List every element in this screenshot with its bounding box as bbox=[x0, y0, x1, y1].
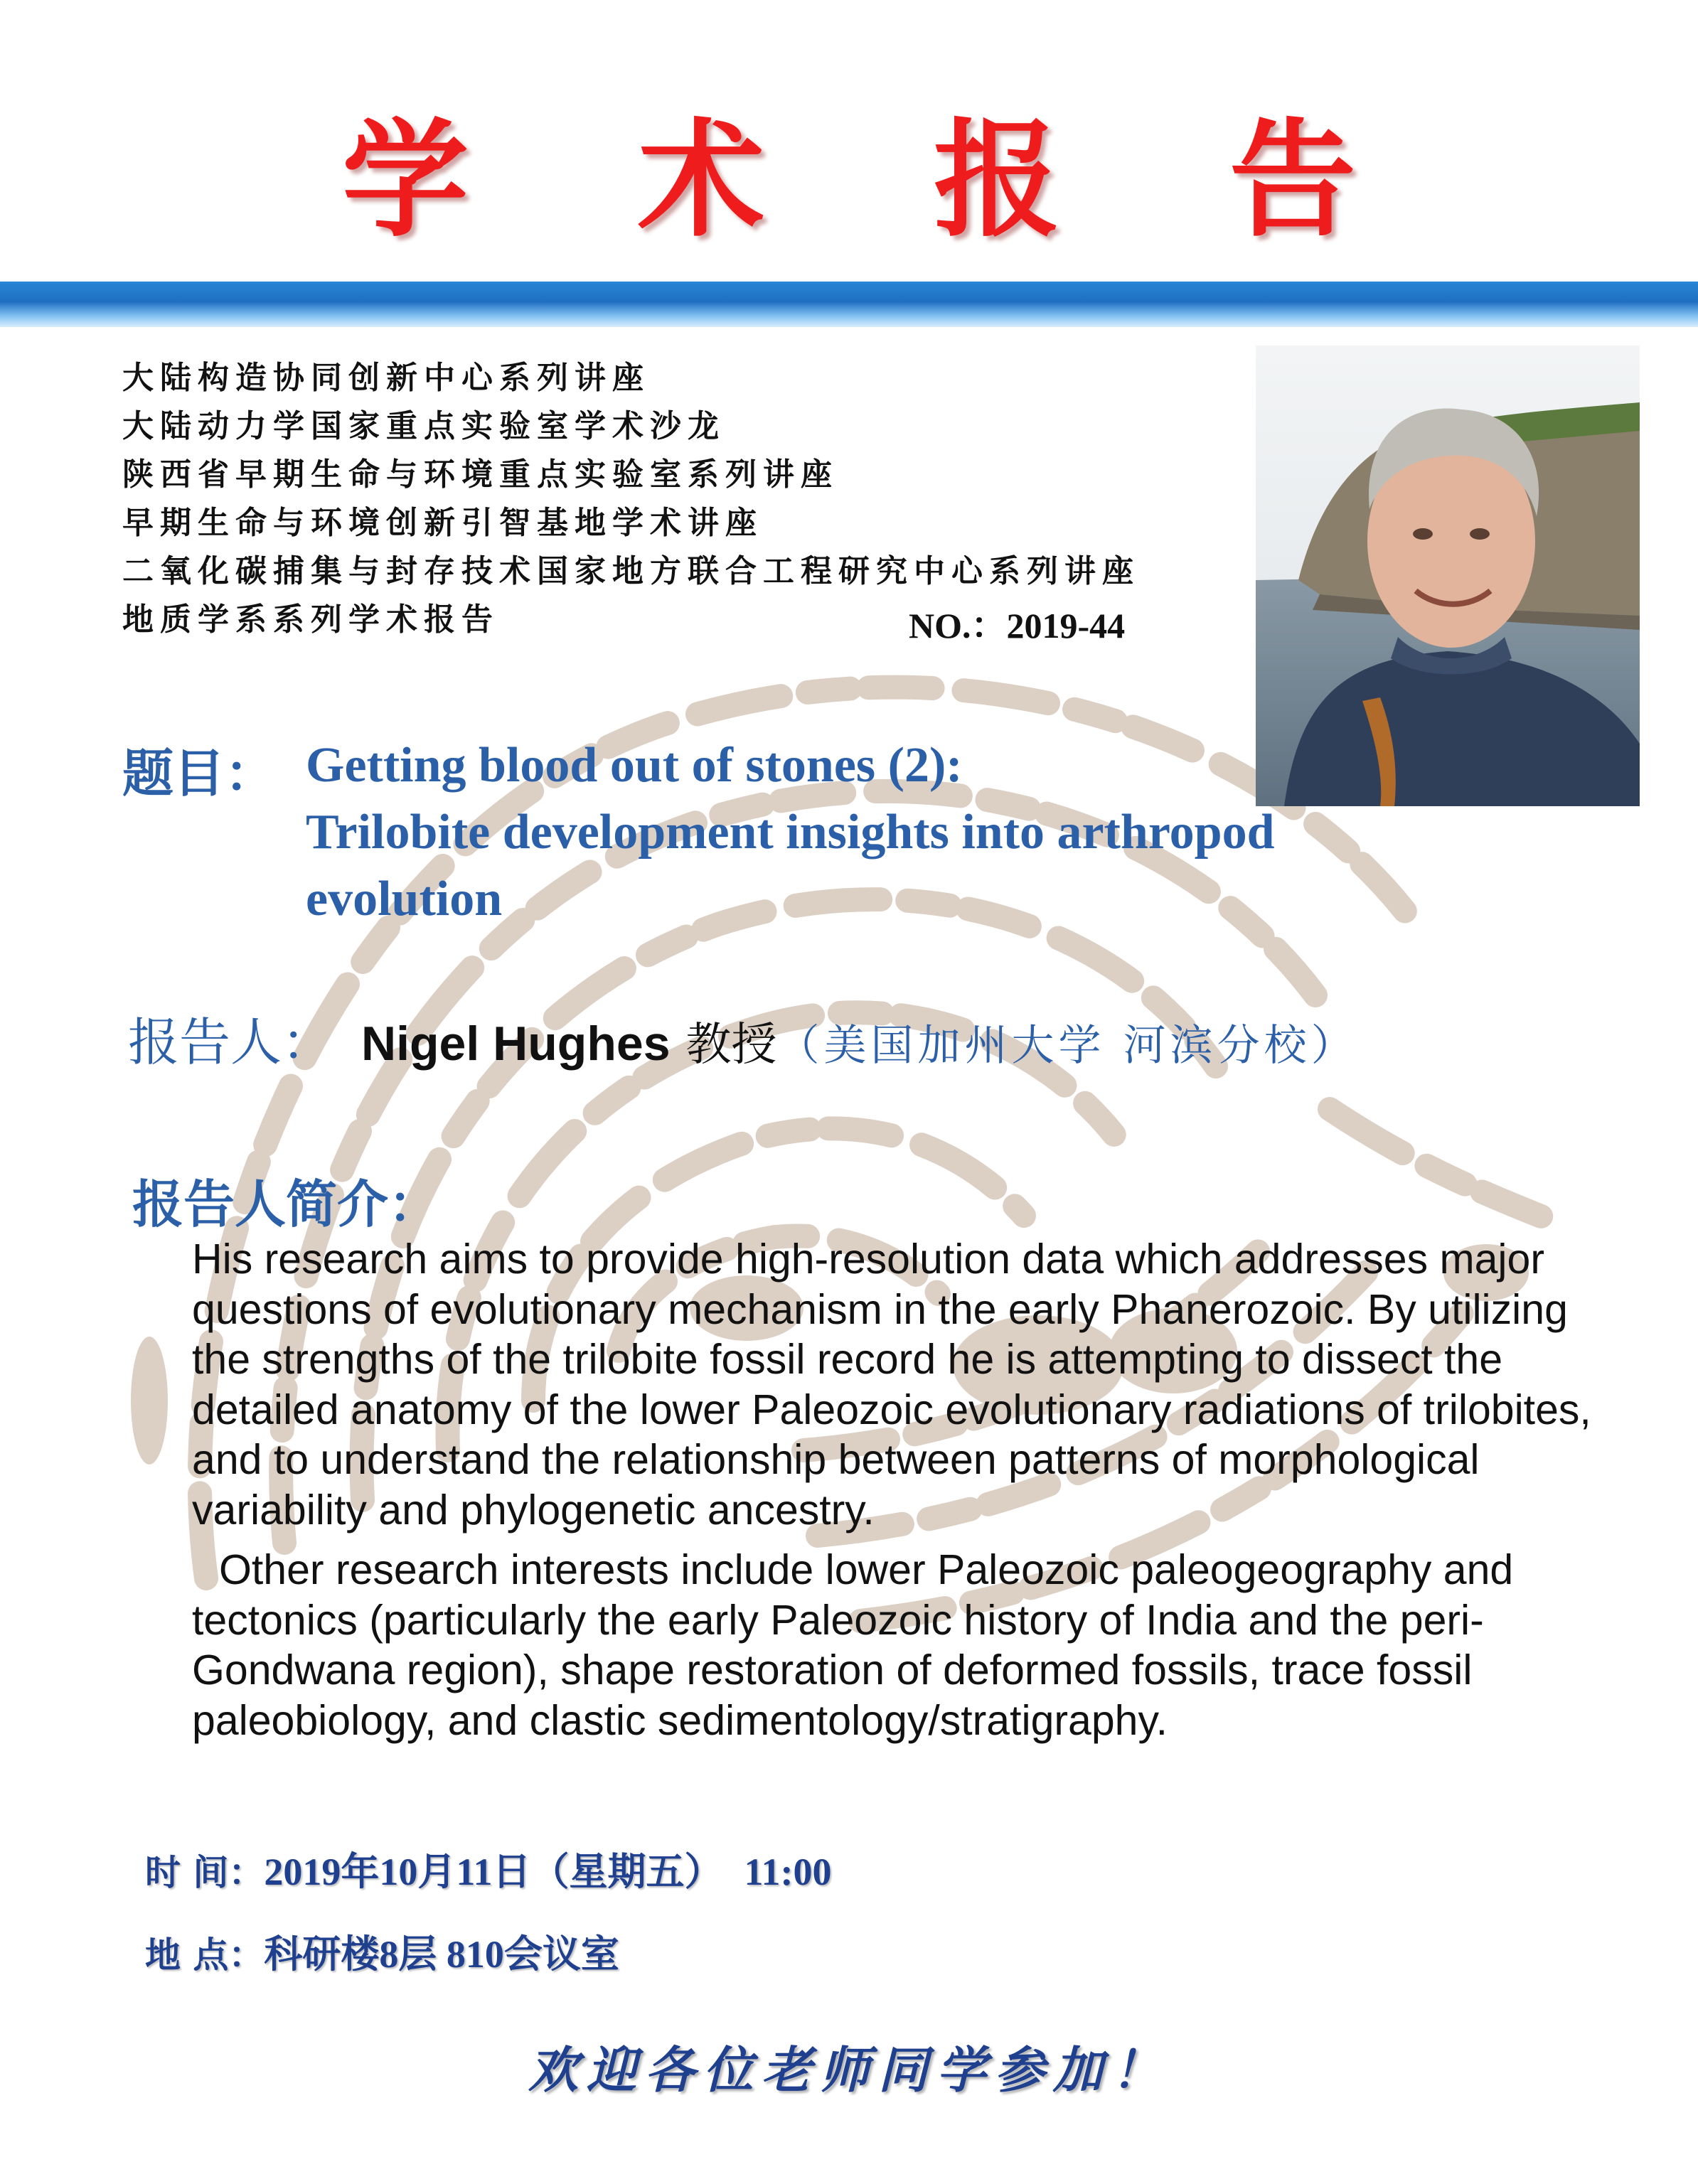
header-band bbox=[0, 282, 1698, 327]
bio-paragraph: Other research interests include lower Paleozoic paleogeography and tectonics (particularly the early Paleozoic history of India and the peri-Gondwana region), shape restoration of deformed fossils, trace fossil paleobiology, and clastic sedimentology/stratigraphy. bbox=[192, 1546, 1514, 1744]
bio-paragraph: His research aims to provide high-resolution data which addresses major questions of evolutionary mechanism in the early Phanerozoic. By utilizing the strengths of the trilobite fossil record he is attempting to dissect the detailed anatomy of the lower Paleozoic evolutionary radiations of trilobites, and to understand the relationship between patterns of morphological variability and phylogenetic ancestry. bbox=[192, 1236, 1591, 1533]
serial-number: NO.：2019-44 bbox=[909, 606, 1126, 646]
speaker-label: 报告人： bbox=[128, 1012, 333, 1072]
series-line: 二氧化碳捕集与封存技术国家地方联合工程研究中心系列讲座 bbox=[122, 553, 1140, 589]
topic-title bbox=[306, 732, 1275, 933]
speaker-photo bbox=[1256, 346, 1640, 806]
speaker-line bbox=[128, 1012, 1358, 1072]
time-clock: 11:00 bbox=[744, 1851, 832, 1893]
series-line: 大陆动力学国家重点实验室学术沙龙 bbox=[122, 408, 725, 444]
bio-label: 报告人简介： bbox=[132, 1174, 440, 1234]
event-time bbox=[145, 1841, 831, 1896]
series-line: 地质学系系列学术报告 bbox=[122, 601, 499, 638]
speaker-rank: 教授 bbox=[685, 1019, 777, 1071]
topic-line: Getting blood out of stones (2): bbox=[306, 738, 963, 793]
place-value: 科研楼8层 810会议室 bbox=[264, 1933, 619, 1976]
speaker-affiliation: （美国加州大学 河滨分校） bbox=[776, 1021, 1358, 1071]
speaker-name: Nigel Hughes bbox=[361, 1017, 671, 1071]
event-place bbox=[145, 1924, 619, 1979]
time-label: 时 间： bbox=[145, 1851, 265, 1893]
topic-label: 题目： bbox=[122, 744, 277, 803]
time-date: 2019年10月11日（星期五） bbox=[264, 1851, 723, 1893]
series-line: 大陆构造协同创新中心系列讲座 bbox=[122, 360, 650, 396]
series-line: 早期生命与环境创新引智基地学术讲座 bbox=[122, 505, 763, 541]
place-label: 地 点： bbox=[145, 1934, 265, 1976]
topic-line: Trilobite development insights into arthropod bbox=[306, 805, 1275, 860]
series-line: 陕西省早期生命与环境重点实验室系列讲座 bbox=[122, 456, 838, 493]
welcome-message: 欢迎各位老师同学参加！ bbox=[528, 2041, 1170, 2099]
speaker-bio bbox=[192, 1234, 1635, 1745]
poster-title: 学 术 报 告 bbox=[342, 107, 1419, 254]
topic-line: evolution bbox=[306, 872, 503, 926]
